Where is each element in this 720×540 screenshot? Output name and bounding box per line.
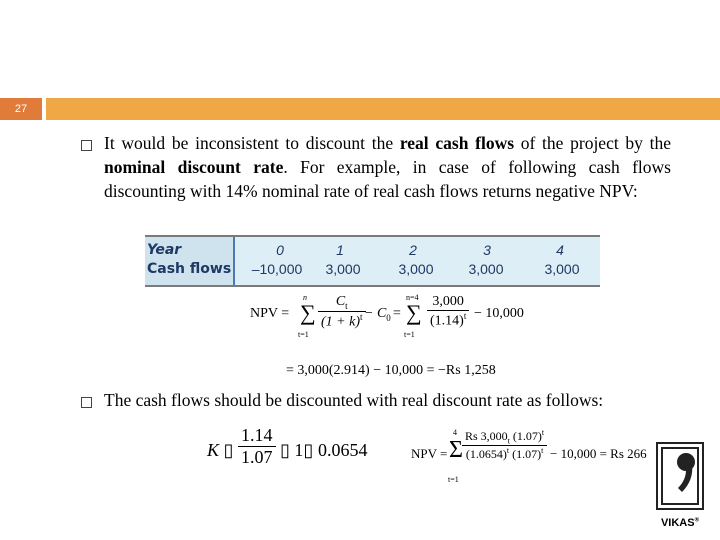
sigma-icon: ∑	[406, 300, 422, 325]
vikas-logo-icon	[656, 442, 704, 510]
npv-real-denominator-text: (1.0654)	[465, 447, 507, 462]
sigma-icon: Σ	[449, 437, 463, 463]
sum-lower-limit-2: t=1	[404, 330, 415, 339]
npv-tail: − 10,000	[474, 306, 524, 321]
row-label-cash-flows: Cash flows	[147, 261, 232, 277]
equals-sign: =	[393, 306, 401, 321]
vikas-logo	[656, 442, 704, 532]
npv-lhs: NPV =	[250, 306, 290, 321]
npv-real-lhs: NPV =	[411, 446, 448, 461]
real-rate-lhs	[207, 440, 233, 461]
denominator-114	[427, 310, 469, 330]
box-glyph: ▯	[280, 440, 290, 460]
minus-c0	[364, 306, 391, 323]
sum-lower-limit-3: t=1	[448, 475, 459, 484]
cash-flow-cell: –10,000	[251, 261, 303, 277]
square-bullet-icon	[81, 140, 92, 151]
npv-result-line: = 3,000(2.914) − 10,000 = −Rs 1,258	[286, 363, 496, 378]
denominator-1k-exponent: t	[360, 311, 363, 322]
sum-upper-limit-2: n=4	[406, 293, 419, 302]
real-rate-numerator: 1.14	[241, 425, 273, 445]
npv-real-denominator-mult: (1.07)	[512, 447, 542, 462]
denominator-1k	[318, 311, 366, 331]
year-cell: 2	[409, 242, 417, 258]
sum-upper-limit-3: 4	[453, 428, 457, 437]
real-rate-fraction	[238, 425, 276, 468]
cash-flow-cell: 3,000	[398, 261, 434, 277]
npv-real-numerator	[462, 428, 547, 445]
square-bullet-icon	[81, 397, 92, 408]
sum-lower-limit: t=1	[298, 330, 309, 339]
denominator-exponent-2: t	[541, 446, 544, 456]
numerator-c-subscript: t	[345, 300, 348, 311]
real-rate-one: 1	[294, 440, 304, 460]
box-glyph: ▯	[223, 440, 234, 460]
bullet-1-bold-real-cash-flows: real cash flows	[399, 133, 515, 153]
vikas-logo-word: VIKAS	[660, 517, 695, 529]
npv-real-numerator-mult: (1.07)	[512, 429, 542, 443]
slide-number: 27	[0, 98, 42, 120]
bullet-1-text	[104, 131, 671, 203]
npv-real-fraction	[462, 428, 547, 462]
real-rate-k: K	[207, 440, 220, 460]
numerator-exponent: t	[541, 428, 545, 437]
sigma-icon: ∑	[300, 300, 316, 325]
npv-real-tail: − 10,000 = Rs 266	[550, 446, 647, 461]
year-cell: 3	[483, 242, 491, 258]
numerator-ct	[318, 294, 366, 311]
year-cell: 0	[276, 242, 284, 258]
minus-c0-text: − C	[364, 306, 387, 321]
header-bar	[46, 98, 720, 120]
real-rate-middle	[280, 440, 313, 461]
row-label-year: Year	[147, 242, 182, 258]
npv-fraction-2	[427, 294, 469, 330]
bullet-1-bold-nominal-rate: nominal discount rate	[104, 157, 284, 177]
denominator-1k-text: (1 + k)	[321, 314, 360, 330]
box-glyph: ▯	[303, 440, 314, 460]
real-rate-result: 0.0654	[318, 440, 368, 460]
denominator-exponent: t	[506, 446, 510, 456]
npv-real-numerator-text: Rs 3,000	[465, 429, 508, 443]
real-rate-denominator: 1.07	[238, 446, 276, 468]
bullet-1-segment-5: . For example, in case of following cash flows discounting with 14% nominal rate of real cash flows returns negative NPV:	[104, 157, 671, 201]
sum-upper-limit: n	[303, 293, 307, 302]
npv-fraction-1	[318, 294, 366, 330]
minus-c0-subscript: 0	[386, 312, 391, 323]
year-cell: 1	[336, 242, 344, 258]
bullet-2-segment-1: The cash flows should be discounted with real discount rate as follows:	[104, 390, 604, 410]
registered-mark-icon: ®	[694, 517, 700, 524]
npv-real-denominator	[462, 445, 547, 462]
denominator-114-exponent: t	[463, 311, 467, 321]
cash-flow-cell: 3,000	[468, 261, 504, 277]
cash-flow-cell: 3,000	[325, 261, 361, 277]
year-cell: 4	[556, 242, 564, 258]
vikas-logo-text	[656, 517, 704, 529]
numerator-subscript: t	[507, 436, 510, 446]
bullet-2-text	[104, 388, 704, 412]
numerator-3000: 3,000	[432, 294, 464, 309]
denominator-114-text: (1.14)	[430, 313, 464, 329]
cash-flow-cell: 3,000	[544, 261, 580, 277]
numerator-c: C	[335, 294, 346, 309]
bullet-1-segment-3: of the project by the	[514, 133, 671, 153]
cash-flow-table	[145, 235, 600, 287]
bullet-1-segment-1: It would be inconsistent to discount the	[104, 133, 400, 153]
